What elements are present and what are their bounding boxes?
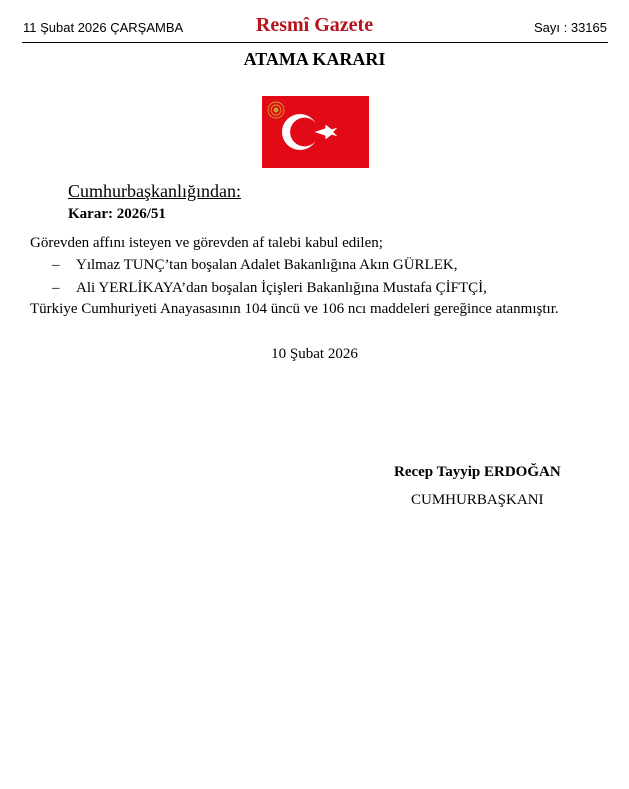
header-date: 11 Şubat 2026 ÇARŞAMBA	[23, 20, 184, 35]
decision-date: 10 Şubat 2026	[271, 346, 358, 362]
gazette-header	[0, 0, 629, 44]
closing-paragraph: Türkiye Cumhuriyeti Anayasasının 104 üncü ve 106 ncı maddeleri gereğince atanmıştır.	[30, 301, 559, 317]
gazette-title: Resmî Gazete	[255, 14, 374, 36]
list-bullet: –	[52, 280, 60, 296]
decision-number: Karar: 2026/51	[68, 206, 166, 222]
issue-number: Sayı : 33165	[534, 20, 607, 35]
issuer-heading: Cumhurbaşkanlığından:	[68, 181, 241, 201]
header-divider	[22, 42, 608, 43]
document-title: ATAMA KARARI	[243, 49, 386, 69]
turkish-flag-image	[262, 96, 369, 168]
intro-paragraph: Görevden affını isteyen ve görevden af talebi kabul edilen;	[30, 235, 383, 251]
list-bullet: –	[52, 257, 60, 273]
signatory-name: Recep Tayyip ERDOĞAN	[394, 464, 561, 480]
list-item-justice-ministry: Yılmaz TUNÇ’tan boşalan Adalet Bakanlığına Akın GÜRLEK,	[76, 257, 458, 273]
list-item-interior-ministry: Ali YERLİKAYA’dan boşalan İçişleri Bakanlığına Mustafa ÇİFTÇİ,	[76, 280, 487, 296]
signatory-title: CUMHURBAŞKANI	[411, 492, 544, 508]
